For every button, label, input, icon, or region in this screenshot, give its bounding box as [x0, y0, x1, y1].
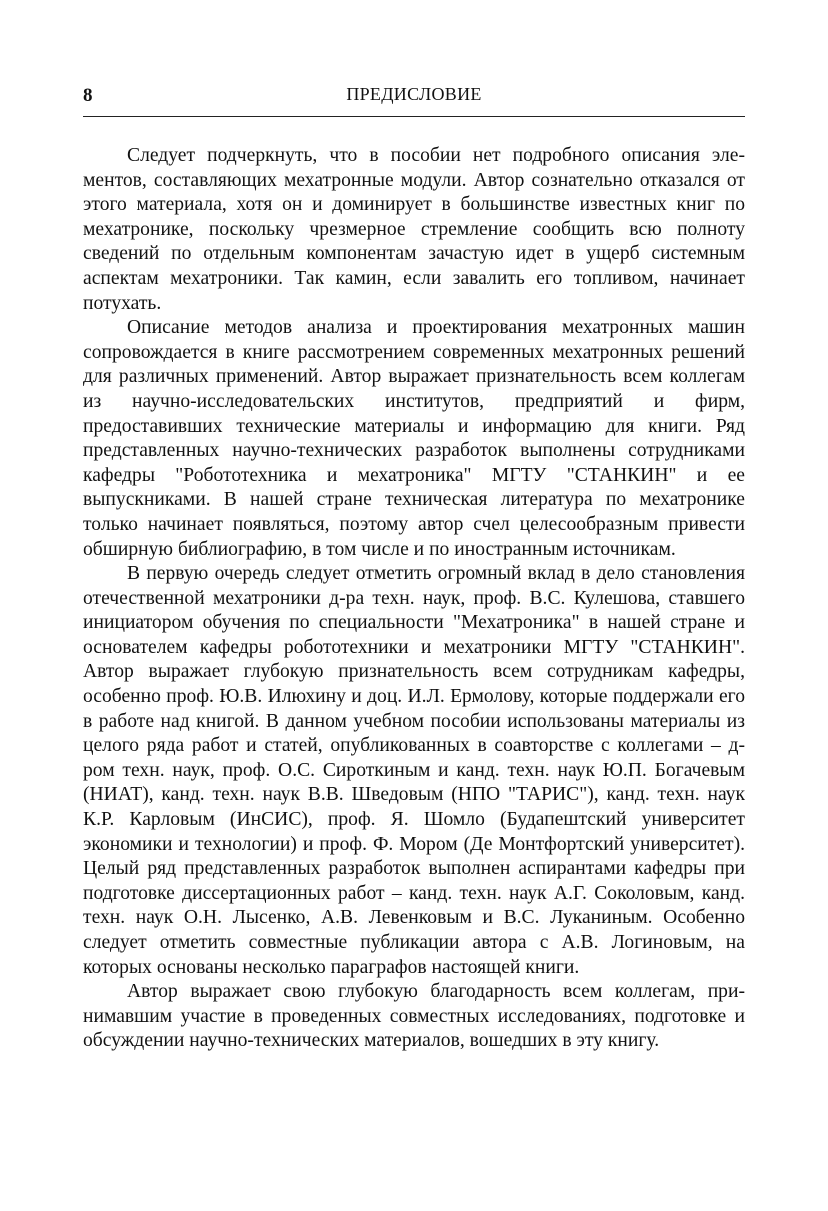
body-text	[83, 144, 745, 1054]
paragraph-3: В первую очередь следует отметить огромный вклад в дело становления отечественной мехатроники д-ра техн. наук, проф. В.С. Кулешова, ставшего инициатором обучения по специальности "Мехатроника" в нашей стране и основателем кафедры робототехники и мехатроники МГТУ "СТАНКИН". Автор выражает глубокую признательность всем сотрудникам кафедры, особенно проф. Ю.В. Илюхину и доц. И.Л. Ермолову, которые поддержали его в работе над книгой. В данном учебном пособии использованы материалы из целого ряда работ и статей, опубликованных в соавторстве с коллегами – д-ром техн. наук, проф. О.С. Сироткиным и канд. техн. наук Ю.П. Богачевым (НИАТ), канд. техн. наук В.В. Шведовым (НПО "ТАРИС"), канд. техн. наук К.Р. Карловым (ИнСИС), проф. Я. Шомло (Будапештский университет экономики и технологии) и проф. Ф. Мором (Де Монтфортский университет). Целый ряд представленных разработок выполнен аспирантами кафедры при подготовке диссертационных работ – канд. техн. наук А.Г. Соколовым, канд. техн. наук О.Н. Лысенко, А.В. Левенковым и В.С. Луканиным. Особенно следует отметить совместные публикации автора с А.В. Логиновым, на которых основаны несколько параграфов настоящей книги.	[83, 563, 745, 978]
running-title: ПРЕДИСЛОВИЕ	[346, 84, 482, 104]
page-number: 8	[83, 85, 93, 106]
paragraph-1: Следует подчеркнуть, что в пособии нет подробного описания элементов, составляющих мехатронные модули. Автор сознательно отказался от этого материала, хотя он и доминирует в большинстве известных книг по мехатронике, поскольку чрезмерное стремление сообщить всю полноту сведений по отдельным компонентам зачастую идет в ущерб системным аспектам мехатроники. Так камин, если завалить его топливом, начинает потухать.	[83, 145, 745, 314]
paragraph-2: Описание методов анализа и проектирования мехатронных машин сопровождается в книге рассмотрением современных мехатронных решений для различных применений. Автор выражает признательность всем коллегам из научно-исследовательских институтов, предприятий и фирм, предоставивших технические материалы и информацию для книги. Ряд представленных научно-технических разработок выполнены сотрудниками кафедры "Робототехника и мехатроника" МГТУ "СТАНКИН" и ее выпускниками. В нашей стране техническая литература по мехатронике только начинает появляться, поэтому автор счел целесообразным привести обширную библиографию, в том числе и по иностранным источникам.	[83, 317, 745, 560]
paragraph-4: Автор выражает свою глубокую благодарность всем коллегам, принимавшим участие в проведенных совместных исследованиях, подготовке и обсуждении научно-технических материалов, вошедших в эту книгу.	[83, 981, 745, 1052]
page-header	[83, 80, 745, 117]
